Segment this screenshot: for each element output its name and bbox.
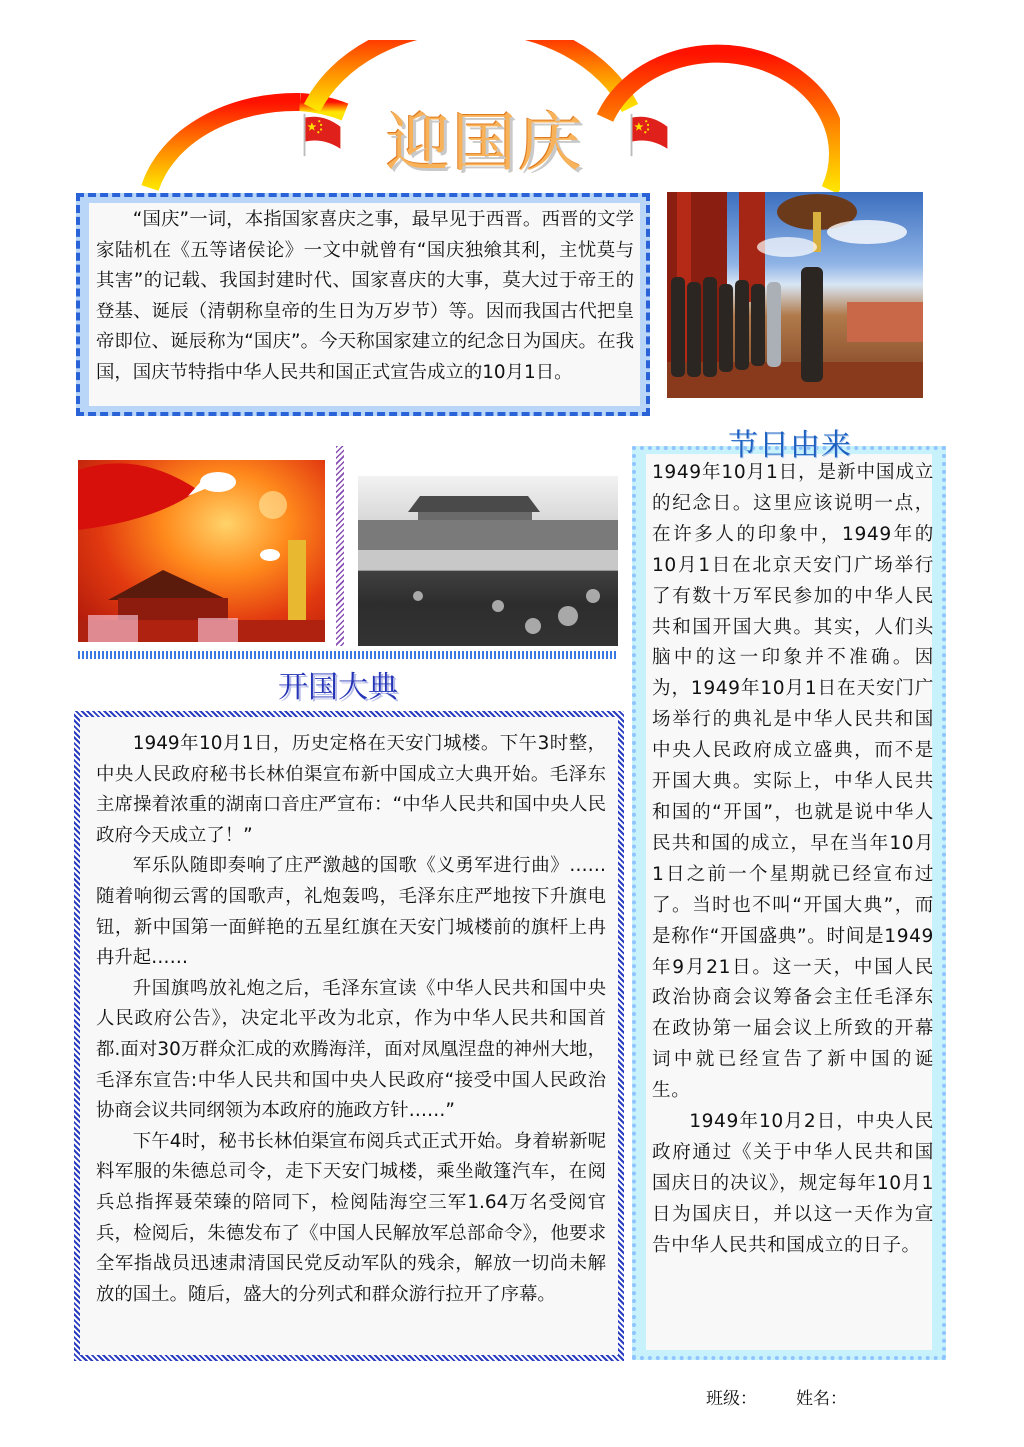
tiananmen-fireworks-doves	[78, 460, 325, 642]
intro-box	[76, 193, 650, 416]
china-flag-icon	[627, 112, 671, 158]
ceremony-paragraph: 军乐队随即奏响了庄严激越的国歌《义勇军进行曲》……随着响彻云霄的国歌声，礼炮轰鸣，毛泽东庄严地按下升旗电钮，新中国第一面鲜艳的五星红旗在天安门城楼前的旗杆上冉冉升起……	[96, 855, 606, 969]
ceremony-heading: 开国大典	[278, 670, 398, 705]
tiananmen-square-illustration	[358, 476, 618, 646]
ceremony-text	[96, 729, 606, 1310]
intro-paragraph: “国庆”一词，本指国家喜庆之事，最早见于西晋。西晋的文学家陆机在《五等诸侯论》一文中就曾有“国庆独飨其利，主忧莫与其害”的记载、我国封建时代、国家喜庆的大事，莫大过于帝王的登基、诞辰（清朝称皇帝的生日为万岁节）等。因而我国古代把皇帝即位、诞辰称为“国庆”。今天称国家建立的纪念日为国庆。在我国，国庆节特指中华人民共和国正式宣告成立的10月1日。	[96, 209, 634, 383]
founding-ceremony-painting	[667, 192, 923, 398]
vertical-divider	[336, 446, 344, 646]
china-flag-icon	[300, 112, 344, 158]
origin-paragraph: 1949年10月2日，中央人民政府通过《关于中华人民共和国国庆日的决议》，规定每年10月1日为国庆日，并以这一天作为宣告中华人民共和国成立的日子。	[652, 1111, 934, 1256]
horizontal-divider	[78, 651, 618, 659]
tiananmen-fireworks-illustration	[78, 460, 325, 642]
ceremony-paragraph: 升国旗鸣放礼炮之后，毛泽东宣读《中华人民共和国中央人民政府公告》，决定北平改为北京，作为中华人民共和国首都.面对30万群众汇成的欢腾海洋，面对凤凰涅盘的神州大地，毛泽东宣告:中华人民共和国中央人民政府“接受中国人民政治协商会议共同纲领为本政府的施政方针……”	[96, 977, 606, 1122]
ceremony-box	[74, 711, 624, 1361]
origin-heading: 节日由来	[728, 428, 852, 463]
founding-ceremony-painting-illustration	[667, 192, 923, 398]
ceremony-paragraph: 下午4时，秘书长林伯渠宣布阅兵式正式开始。身着崭新呢料军服的朱德总司令，走下天安门城楼，乘坐敞篷汽车，在阅兵总指挥聂荣臻的陪同下，检阅陆海空三军1.64万名受阅官兵，检阅后，朱德发布了《中国人民解放军总部命令》，他要求全军指战员迅速肃清国民党反动军队的残余，解放一切尚未解放的国土。随后，盛大的分列式和群众游行拉开了序幕。	[96, 1130, 606, 1305]
ceremony-paragraph: 1949年10月1日，历史定格在天安门城楼。下午3时整，中央人民政府秘书长林伯渠宣布新中国成立大典开始。毛泽东主席操着浓重的湖南口音庄严宣布：“中华人民共和国中央人民政府今天成立了！”	[96, 733, 606, 846]
page-title: 迎国庆	[386, 107, 584, 181]
tiananmen-square-crowd-photo	[358, 476, 618, 646]
origin-text	[652, 458, 934, 1262]
name-label: 姓名：	[796, 1389, 847, 1409]
origin-paragraph: 1949年10月1日，是新中国成立的纪念日。这里应该说明一点，在许多人的印象中，1949年的10月1日在北京天安门广场举行了有数十万军民参加的中华人民共和国开国大典。其实，人们头脑中的这一印象并不准确。因为，1949年10月1日在天安门广场举行的典礼是中华人民共和国中央人民政府成立盛典，而不是开国大典。实际上，中华人民共和国的“开国”，也就是说中华人民共和国的成立，早在当年10月1日之前一个星期就已经宣布过了。当时也不叫“开国大典”，而是称作“开国盛典”。时间是1949年9月21日。这一天，中国人民政治协商会议筹备会主任毛泽东在政协第一届会议上所致的开幕词中就已经宣告了新中国的诞生。	[652, 462, 934, 1102]
origin-box	[632, 446, 946, 1360]
class-label: 班级：	[706, 1389, 757, 1409]
